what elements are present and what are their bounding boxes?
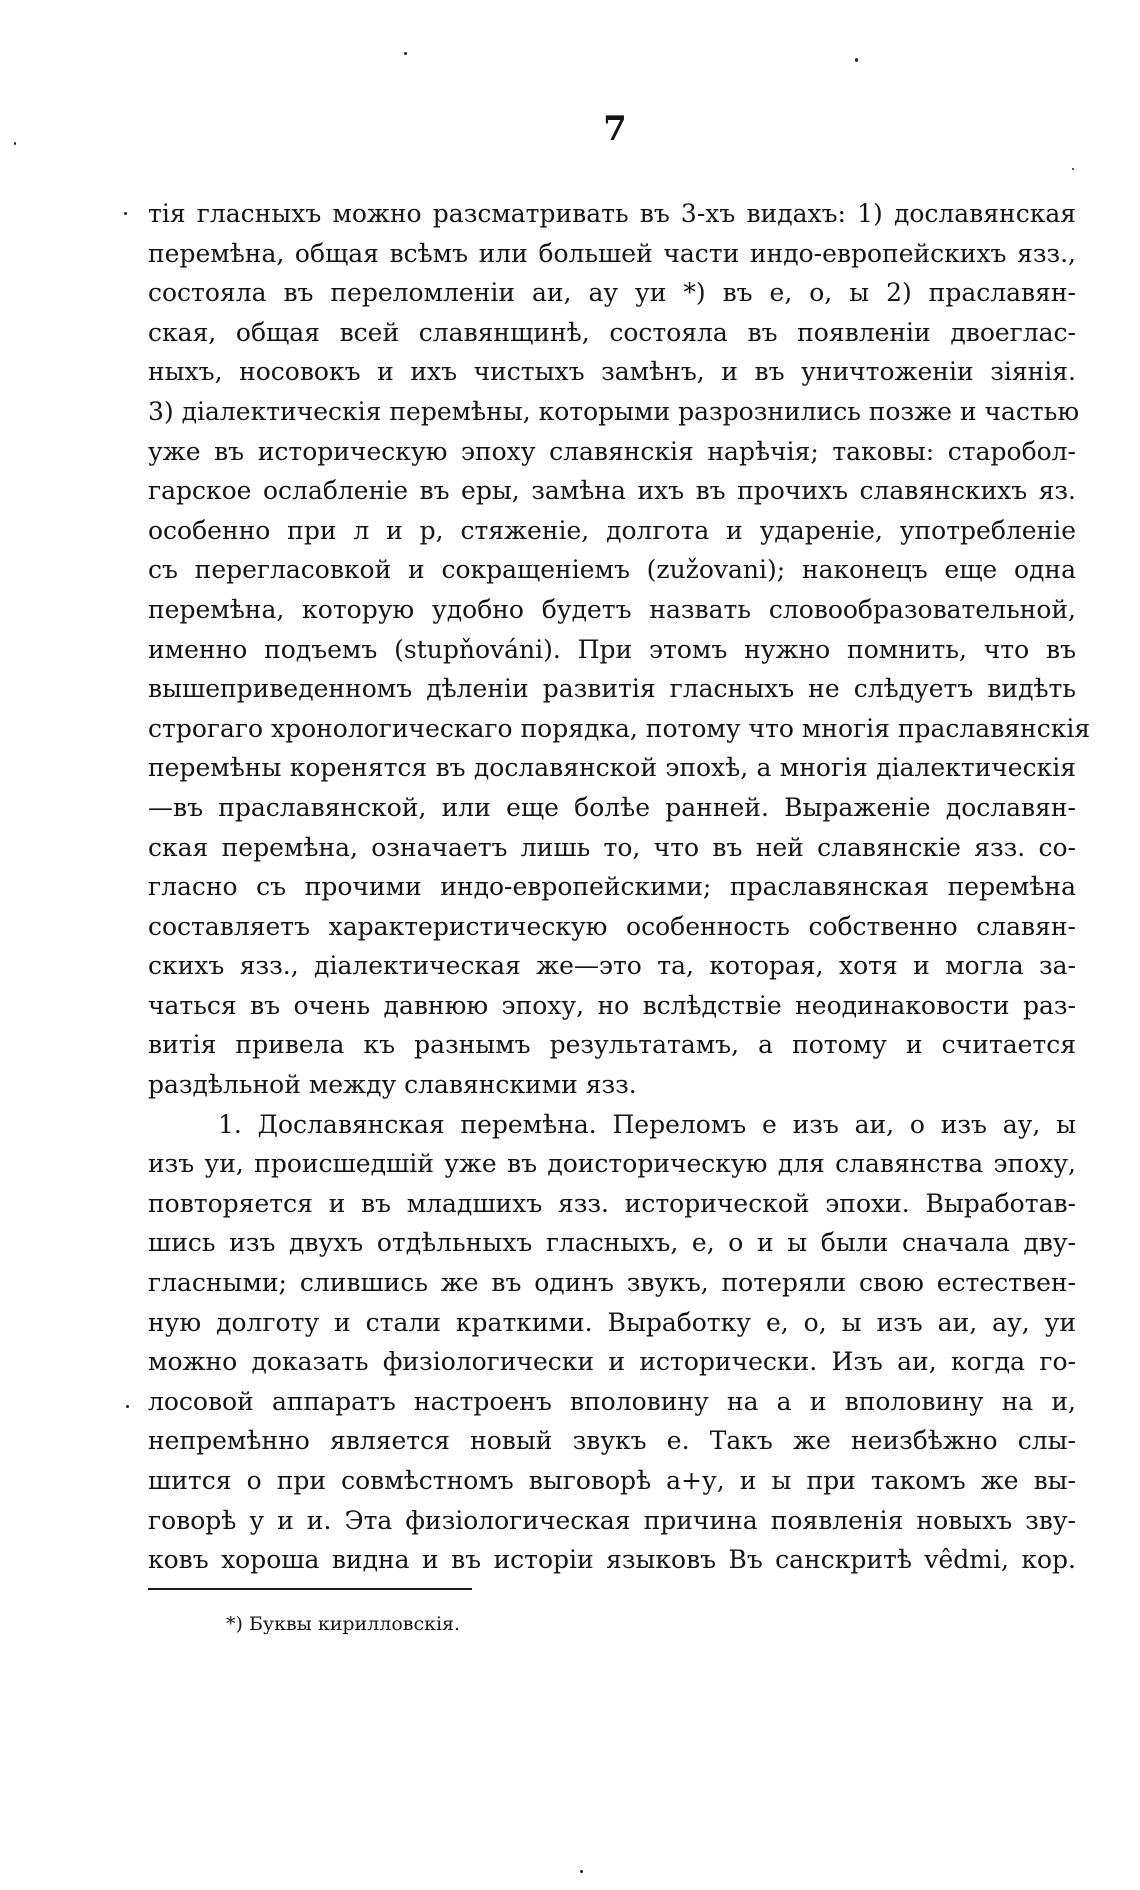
scan-speck bbox=[1072, 168, 1074, 170]
text-line: лосовой аппаратъ настроенъ вполовину на а и вполовину на и, bbox=[148, 1386, 1076, 1416]
text-line: перемѣна, которую удобно будетъ назвать словообразовательной, bbox=[148, 594, 1076, 624]
text-line: шится о при совмѣстномъ выговорѣ а+у, и ы при такомъ же вы- bbox=[148, 1466, 1076, 1495]
text-line: гласными; слившись же въ одинъ звукъ, потеряли свою естествен- bbox=[148, 1268, 1076, 1298]
text-line: вышеприведенномъ дѣленіи развитія гласныхъ не слѣдуетъ видѣть bbox=[148, 674, 1076, 704]
scan-speck bbox=[855, 58, 858, 62]
text-line: уже въ историческую эпоху славянскія нарѣчія; таковы: старобол- bbox=[148, 436, 1076, 466]
text-line: съ перегласовкой и сокращеніемъ (zužovani); наконецъ еще одна bbox=[148, 555, 1076, 585]
scan-speck bbox=[124, 212, 127, 215]
body-text bbox=[148, 194, 1091, 1580]
text-line: 3) діалектическія перемѣны, которыми разрознились позже и частью bbox=[148, 396, 1080, 426]
text-line: непремѣнно является новый звукъ е. Такъ же неизбѣжно слы- bbox=[148, 1426, 1076, 1456]
text-line: можно доказать физіологически и исторически. Изъ аи, когда го- bbox=[148, 1347, 1076, 1377]
text-line: повторяется и въ младшихъ язз. исторической эпохи. Выработав- bbox=[148, 1188, 1076, 1218]
scan-speck bbox=[580, 1870, 583, 1873]
text-line: ковъ хороша видна и въ исторіи языковъ Въ санскритѣ vêdmi, кор. bbox=[148, 1545, 1076, 1575]
text-line: строгаго хронологическаго порядка, потому что многія праславянскія bbox=[148, 713, 1091, 743]
text-line: ская, общая всей славянщинѣ, состояла въ появленіи двоеглас- bbox=[148, 317, 1076, 347]
text-line: —въ праславянской, или еще болѣе ранней. Выраженіе дославян- bbox=[148, 792, 1076, 822]
paragraph-start-line: 1. Дославянская перемѣна. Переломъ е изъ аи, о изъ ау, ы bbox=[218, 1109, 1076, 1139]
text-line: витія привела къ разнымъ результатамъ, а потому и считается bbox=[148, 1030, 1076, 1060]
text-line: раздѣльной между славянскими язз. bbox=[148, 1070, 637, 1100]
footnote-divider bbox=[148, 1588, 472, 1590]
text-line: именно подъемъ (stupňováni). При этомъ нужно помнить, что въ bbox=[148, 634, 1076, 664]
text-line: изъ уи, происшедшій уже въ доисторическую для славянства эпоху, bbox=[148, 1149, 1076, 1179]
text-line: ская перемѣна, означаетъ лишь то, что въ ней славянскіе язз. со- bbox=[148, 832, 1076, 862]
text-line: перемѣна, общая всѣмъ или большей части индо-европейскихъ язз., bbox=[148, 238, 1076, 268]
page-number: 7 bbox=[603, 109, 627, 149]
scan-speck bbox=[14, 142, 16, 145]
text-line: ныхъ, носовокъ и ихъ чистыхъ замѣнъ, и въ уничтоженіи зіянія. bbox=[148, 357, 1076, 387]
scan-speck bbox=[126, 1405, 129, 1408]
text-line: гарское ослабленіе въ еры, замѣна ихъ въ прочихъ славянскихъ яз. bbox=[148, 476, 1076, 506]
text-line: говорѣ у и и. Эта физіологическая причина появленія новыхъ зву- bbox=[148, 1505, 1076, 1535]
text-line: состояла въ переломленіи аи, ау уи *) въ е, о, ы 2) праславян- bbox=[148, 278, 1076, 308]
text-line: гласно съ прочими индо-европейскими; праславянская перемѣна bbox=[148, 872, 1076, 902]
text-line: перемѣны коренятся въ дославянской эпохѣ, а многія діалектическія bbox=[148, 753, 1076, 783]
text-line: особенно при л и р, стяженіе, долгота и удареніе, употребленіе bbox=[148, 515, 1076, 545]
text-line: скихъ язз., діалектическая же—это та, которая, хотя и могла за- bbox=[148, 951, 1076, 981]
scan-speck bbox=[404, 52, 407, 55]
footnote: *) Буквы кирилловскія. bbox=[226, 1613, 461, 1635]
text-line: шись изъ двухъ отдѣльныхъ гласныхъ, е, о и ы были сначала дву- bbox=[148, 1228, 1076, 1258]
text-line: тія гласныхъ можно разсматривать въ 3-хъ видахъ: 1) дославянская bbox=[148, 199, 1076, 228]
text-line: составляетъ характеристическую особенность собственно славян- bbox=[148, 911, 1076, 941]
text-line: ную долготу и стали краткими. Выработку е, о, ы изъ аи, ау, уи bbox=[148, 1307, 1076, 1337]
text-line: чаться въ очень давнюю эпоху, но вслѣдствіе неодинаковости раз- bbox=[148, 990, 1076, 1020]
